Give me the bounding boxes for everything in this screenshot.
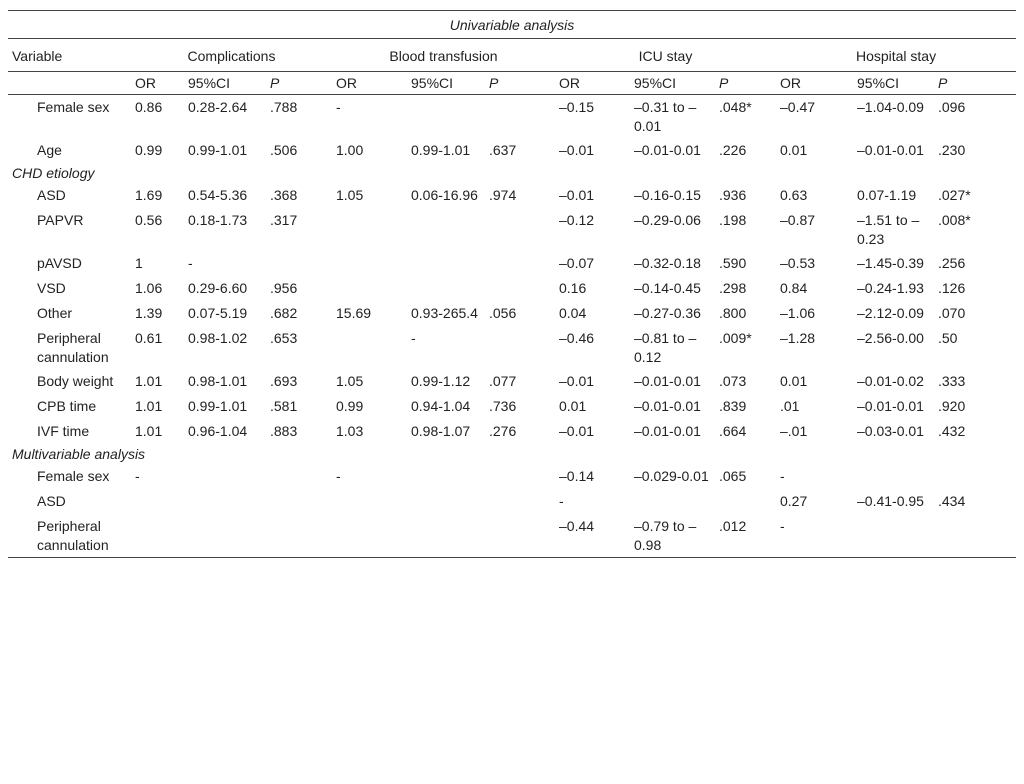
table-cell: –0.87 — [780, 212, 816, 228]
table-cell: 0.18-1.73 — [188, 212, 248, 228]
table-cell — [934, 514, 1016, 558]
table-cell: –1.28 — [780, 330, 816, 346]
table-cell: –0.01-0.02 — [857, 373, 924, 389]
table-cell: –0.15 — [559, 99, 595, 115]
group-header-complications: Complications — [131, 39, 332, 72]
table-title-row — [8, 11, 1016, 39]
table-cell: 0.98-1.02 — [188, 330, 248, 346]
table-cell: –0.81 to –0.12 — [634, 330, 697, 365]
subheader-cell: 95%CI — [630, 72, 715, 95]
table-row — [8, 419, 1016, 444]
table-row — [8, 301, 1016, 326]
table-cell — [485, 95, 555, 139]
subheader-spacer — [8, 72, 131, 95]
table-row — [8, 208, 1016, 251]
table-cell: 0.16 — [559, 280, 587, 296]
table-cell: 1.01 — [135, 398, 163, 414]
table-cell: 0.07-1.19 — [857, 187, 917, 203]
table-cell: –0.01 — [559, 423, 595, 439]
table-cell: –2.56-0.00 — [857, 330, 924, 346]
table-cell: .736 — [489, 398, 517, 414]
table-cell — [853, 514, 934, 558]
row-label: Other — [37, 305, 73, 321]
table-cell: –0.31 to –0.01 — [634, 99, 697, 134]
table-cell: 0.27 — [780, 493, 808, 509]
table-cell: –0.029-0.01 — [634, 468, 709, 484]
table-cell — [630, 489, 715, 514]
table-cell: 1.69 — [135, 187, 163, 203]
table-cell: - — [559, 493, 564, 509]
table-cell: 0.28-2.64 — [188, 99, 248, 115]
table-row — [8, 514, 1016, 558]
table-title: Univariable analysis — [8, 11, 1016, 39]
table-cell: .009* — [719, 330, 752, 346]
table-cell — [266, 251, 332, 276]
table-cell: .653 — [270, 330, 298, 346]
table-cell: - — [336, 99, 341, 115]
table-cell — [332, 489, 407, 514]
table-cell: .070 — [938, 305, 966, 321]
row-label: Female sex — [37, 99, 110, 115]
table-cell: .073 — [719, 373, 747, 389]
subheader-cell: P — [485, 72, 555, 95]
row-label: Age — [37, 142, 62, 158]
subheader-row — [8, 72, 1016, 95]
table-cell: .432 — [938, 423, 966, 439]
table-cell — [184, 514, 266, 558]
table-cell: –0.29-0.06 — [634, 212, 701, 228]
table-cell: –0.47 — [780, 99, 816, 115]
table-cell: .027* — [938, 187, 971, 203]
table-cell: –0.01 — [559, 142, 595, 158]
group-header-row — [8, 39, 1016, 72]
table-cell — [131, 514, 184, 558]
table-cell: –0.44 — [555, 514, 630, 558]
table-cell — [407, 489, 485, 514]
table-cell: - — [336, 468, 341, 484]
row-label: Peripheral cannulation — [37, 330, 109, 365]
results-table — [8, 10, 1016, 558]
table-cell — [332, 276, 407, 301]
table-cell: 0.96-1.04 — [188, 423, 248, 439]
table-cell: 0.84 — [780, 280, 808, 296]
table-cell: - — [780, 468, 785, 484]
table-cell: .096 — [938, 99, 966, 115]
table-row — [8, 326, 1016, 369]
table-cell — [266, 514, 332, 558]
table-cell: 15.69 — [336, 305, 372, 321]
table-cell: .368 — [270, 187, 298, 203]
subheader-cell: OR — [776, 72, 853, 95]
subheader-cell: OR — [332, 72, 407, 95]
table-cell: –.01 — [780, 423, 808, 439]
table-cell — [184, 489, 266, 514]
table-cell: .788 — [270, 99, 298, 115]
table-cell — [332, 208, 407, 251]
table-cell: 1.05 — [336, 373, 364, 389]
table-cell: 0.07-5.19 — [188, 305, 248, 321]
table-cell: 0.99-1.12 — [411, 373, 471, 389]
table-cell: –0.12 — [559, 212, 595, 228]
table-cell: 0.99 — [336, 398, 364, 414]
table-cell: 0.56 — [135, 212, 163, 228]
table-cell: 1.05 — [336, 187, 364, 203]
table-cell — [485, 251, 555, 276]
table-cell: .883 — [270, 423, 298, 439]
table-cell: –0.01-0.01 — [857, 398, 924, 414]
table-cell: –0.14-0.45 — [634, 280, 701, 296]
row-label: pAVSD — [37, 255, 82, 271]
table-row — [8, 183, 1016, 208]
row-label: Body weight — [37, 373, 114, 389]
table-cell: .056 — [489, 305, 517, 321]
table-cell — [332, 251, 407, 276]
table-cell: .839 — [719, 398, 747, 414]
table-cell: - — [188, 255, 193, 271]
subheader-cell: P — [266, 72, 332, 95]
table-cell: .230 — [938, 142, 966, 158]
table-cell — [715, 489, 776, 514]
table-cell: 0.98-1.07 — [411, 423, 471, 439]
table-cell — [407, 276, 485, 301]
subheader-cell: 95%CI — [853, 72, 934, 95]
table-cell: 0.01 — [780, 373, 808, 389]
section-row — [8, 163, 1016, 183]
table-cell: –0.32-0.18 — [634, 255, 701, 271]
table-cell: 1.01 — [135, 423, 163, 439]
table-cell: .276 — [489, 423, 517, 439]
table-cell — [934, 464, 1016, 489]
table-cell — [853, 464, 934, 489]
table-cell: –0.16-0.15 — [634, 187, 701, 203]
table-cell — [184, 464, 266, 489]
table-cell: 1.01 — [135, 373, 163, 389]
results-table-container — [8, 10, 1016, 558]
row-label: VSD — [37, 280, 66, 296]
table-cell: 1.06 — [135, 280, 163, 296]
table-cell: .581 — [270, 398, 298, 414]
table-cell — [485, 489, 555, 514]
section-row — [8, 444, 1016, 464]
variable-header: Variable — [8, 39, 131, 72]
subheader-cell: OR — [131, 72, 184, 95]
table-cell — [485, 326, 555, 369]
table-cell: –1.04-0.09 — [857, 99, 924, 115]
table-row — [8, 394, 1016, 419]
table-cell — [407, 208, 485, 251]
table-body — [8, 11, 1016, 558]
table-cell — [407, 464, 485, 489]
table-cell: 0.54-5.36 — [188, 187, 248, 203]
table-cell: .077 — [489, 373, 517, 389]
table-row — [8, 489, 1016, 514]
table-cell — [266, 489, 332, 514]
table-cell: .664 — [719, 423, 747, 439]
table-cell: –0.01-0.01 — [857, 142, 924, 158]
table-cell: –0.79 to –0.98 — [630, 514, 715, 558]
row-label: Peripheral cannulation — [8, 514, 131, 558]
table-cell — [407, 514, 485, 558]
table-cell: .956 — [270, 280, 298, 296]
row-label: ASD — [37, 493, 66, 509]
section-label: Multivariable analysis — [12, 446, 146, 462]
table-cell: .01 — [780, 398, 800, 414]
table-cell: .256 — [938, 255, 966, 271]
table-cell — [485, 514, 555, 558]
row-label: ASD — [37, 187, 66, 203]
row-label: PAPVR — [37, 212, 84, 228]
section-label: CHD etiology — [12, 165, 95, 181]
table-cell: –0.24-1.93 — [857, 280, 924, 296]
subheader-cell: 95%CI — [184, 72, 266, 95]
table-cell: 0.99 — [135, 142, 163, 158]
table-cell: 0.06-16.96 — [411, 187, 478, 203]
table-cell: - — [411, 330, 416, 346]
table-cell: –1.51 to –0.23 — [857, 212, 920, 247]
subheader-cell: P — [715, 72, 776, 95]
row-label: Female sex — [37, 468, 110, 484]
table-cell: –1.45-0.39 — [857, 255, 924, 271]
table-cell: .434 — [938, 493, 966, 509]
table-cell: –0.01 — [559, 373, 595, 389]
table-cell: .936 — [719, 187, 747, 203]
table-cell: 1.03 — [336, 423, 364, 439]
table-cell: .298 — [719, 280, 747, 296]
table-cell: 0.99-1.01 — [188, 398, 248, 414]
table-cell: .008* — [938, 212, 971, 228]
table-cell: 0.01 — [780, 142, 808, 158]
table-cell — [266, 464, 332, 489]
table-cell: 0.94-1.04 — [411, 398, 471, 414]
row-label: CPB time — [37, 398, 97, 414]
table-cell: .506 — [270, 142, 298, 158]
table-cell: –1.06 — [780, 305, 816, 321]
table-cell: –0.03-0.01 — [857, 423, 924, 439]
table-cell: –0.53 — [780, 255, 816, 271]
group-header-icu-stay: ICU stay — [555, 39, 776, 72]
table-row — [8, 464, 1016, 489]
table-row — [8, 369, 1016, 394]
table-cell: .333 — [938, 373, 966, 389]
group-header-hospital-stay: Hospital stay — [776, 39, 1016, 72]
table-cell: 1 — [135, 255, 143, 271]
table-cell: 0.01 — [559, 398, 587, 414]
table-cell: .226 — [719, 142, 747, 158]
table-cell: –0.01-0.01 — [634, 398, 701, 414]
table-cell: 1.39 — [135, 305, 163, 321]
table-cell: 0.63 — [780, 187, 808, 203]
subheader-cell: P — [934, 72, 1016, 95]
table-cell: 0.04 — [559, 305, 587, 321]
table-cell: –0.01-0.01 — [634, 423, 701, 439]
table-cell: .800 — [719, 305, 747, 321]
table-cell: .012 — [715, 514, 776, 558]
table-cell: - — [776, 514, 853, 558]
table-cell: –0.01-0.01 — [634, 373, 701, 389]
table-cell: .048* — [719, 99, 752, 115]
table-cell: 0.29-6.60 — [188, 280, 248, 296]
table-cell: .920 — [938, 398, 966, 414]
table-cell: –2.12-0.09 — [857, 305, 924, 321]
table-cell: .198 — [719, 212, 747, 228]
table-cell — [407, 251, 485, 276]
table-cell: .50 — [938, 330, 958, 346]
subheader-cell: 95%CI — [407, 72, 485, 95]
table-cell: 0.99-1.01 — [188, 142, 248, 158]
table-cell: 0.61 — [135, 330, 163, 346]
table-cell: 0.93-265.4 — [411, 305, 478, 321]
table-cell: 1.00 — [336, 142, 364, 158]
table-row — [8, 276, 1016, 301]
table-cell: .693 — [270, 373, 298, 389]
table-cell: .126 — [938, 280, 966, 296]
row-label: IVF time — [37, 423, 90, 439]
table-cell — [485, 464, 555, 489]
table-cell: 0.99-1.01 — [411, 142, 471, 158]
table-cell: - — [135, 468, 140, 484]
table-cell — [485, 208, 555, 251]
table-cell: 0.86 — [135, 99, 163, 115]
table-cell: .317 — [270, 212, 298, 228]
table-cell: –0.27-0.36 — [634, 305, 701, 321]
table-cell — [485, 276, 555, 301]
table-cell: .590 — [719, 255, 747, 271]
table-cell — [332, 514, 407, 558]
table-cell: –0.07 — [559, 255, 595, 271]
group-header-blood-transfusion: Blood transfusion — [332, 39, 555, 72]
table-cell: –0.46 — [559, 330, 595, 346]
table-cell: .682 — [270, 305, 298, 321]
table-cell: .065 — [719, 468, 747, 484]
table-cell: –0.01 — [559, 187, 595, 203]
table-cell: .637 — [489, 142, 517, 158]
subheader-cell: OR — [555, 72, 630, 95]
table-cell — [332, 326, 407, 369]
table-row — [8, 138, 1016, 163]
table-cell — [407, 95, 485, 139]
table-cell — [131, 489, 184, 514]
table-row — [8, 251, 1016, 276]
table-row — [8, 95, 1016, 139]
table-cell: –0.14 — [559, 468, 595, 484]
table-cell: –0.01-0.01 — [634, 142, 701, 158]
table-cell: 0.98-1.01 — [188, 373, 248, 389]
table-cell: .974 — [489, 187, 517, 203]
table-cell: –0.41-0.95 — [857, 493, 924, 509]
